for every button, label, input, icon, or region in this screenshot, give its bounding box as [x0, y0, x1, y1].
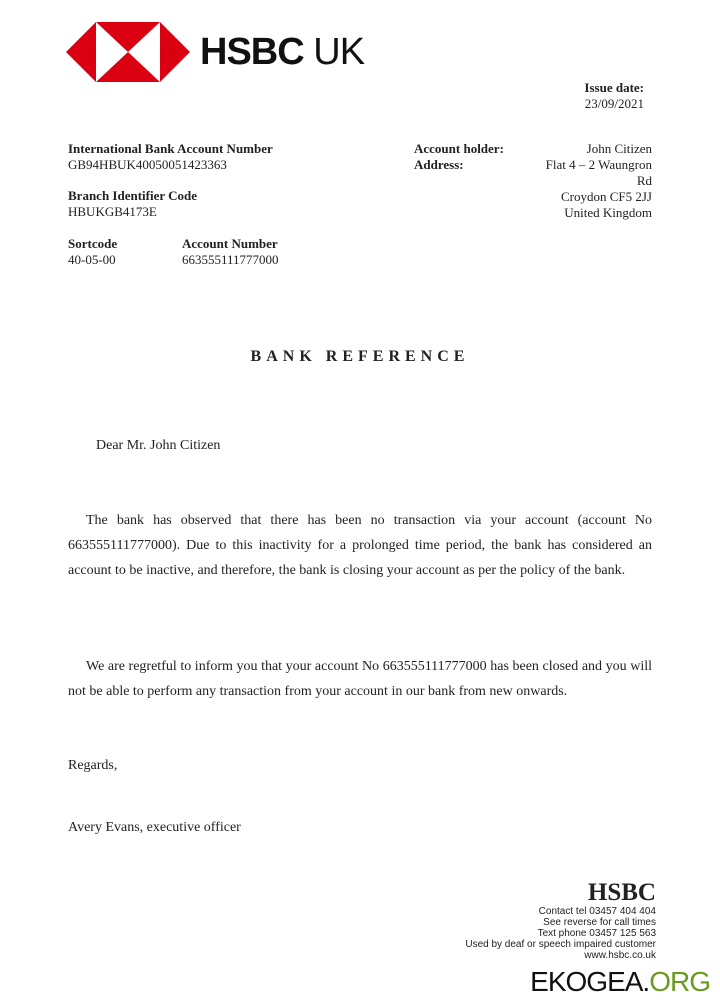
footer-line: Used by deaf or speech impaired customer: [465, 939, 656, 950]
logo-wordmark: [200, 31, 364, 74]
logo-bold: HSBC: [200, 30, 304, 73]
logo-light: UK: [303, 30, 365, 73]
issue-date-block: [584, 80, 644, 112]
signature: Avery Evans, executive officer: [68, 820, 241, 835]
account-number-block: [182, 236, 279, 268]
footer-line: Text phone 03457 125 563: [537, 928, 656, 939]
account-number-label: Account Number: [182, 236, 278, 251]
sortcode-block: [68, 236, 117, 268]
salutation: Dear Mr. John Citizen: [96, 438, 221, 453]
iban-value: GB94HBUK40050051423363: [68, 157, 227, 172]
watermark-part2: ORG: [649, 966, 710, 997]
bic-block: [68, 188, 197, 220]
holder-labels: [414, 141, 504, 173]
account-holder-value: John Citizen: [586, 141, 652, 156]
sortcode-value: 40-05-00: [68, 252, 116, 267]
hsbc-hexagon-icon: [66, 22, 190, 82]
iban-label: International Bank Account Number: [68, 141, 273, 156]
watermark-part1: EKOGEA.: [530, 966, 650, 997]
bic-label: Branch Identifier Code: [68, 188, 198, 203]
footer-line: Contact tel 03457 404 404: [538, 906, 656, 917]
paragraph-1: The bank has observed that there has been no transaction via your account (account No 663555111777000). Due to this inactivity for a prolonged time period, the bank has considered an account to be inactive, and therefore, the bank is closing your account as per the policy of the bank.: [68, 513, 652, 578]
footer-website: www.hsbc.co.uk: [584, 950, 656, 961]
account-holder-label: Account holder:: [414, 141, 504, 156]
footer-block: [465, 880, 656, 961]
sortcode-label: Sortcode: [68, 236, 118, 251]
bic-value: HBUKGB4173E: [68, 204, 157, 219]
footer-brand: HSBC: [587, 879, 656, 906]
iban-block: [68, 141, 273, 173]
issue-date-value: 23/09/2021: [584, 96, 644, 111]
address-line: Flat 4 – 2 Waungron: [545, 157, 652, 172]
issue-date-label: Issue date:: [584, 80, 644, 95]
address-line: Croydon CF5 2JJ: [560, 189, 652, 204]
footer-line: See reverse for call times: [543, 917, 656, 928]
address-line: Rd: [636, 173, 652, 188]
account-number-value: 663555111777000: [182, 252, 279, 267]
address-label: Address:: [414, 157, 464, 172]
watermark: [530, 967, 710, 997]
hsbc-logo: [66, 22, 364, 82]
paragraph-2: We are regretful to inform you that your account No 663555111777000 has been closed and you will not be able to perform any transaction from your account in our bank from new onwards.: [68, 659, 652, 699]
address-line: United Kingdom: [564, 205, 652, 220]
holder-values: [546, 141, 652, 221]
letter-title: BANK REFERENCE: [250, 348, 470, 365]
closing: Regards,: [68, 758, 118, 773]
